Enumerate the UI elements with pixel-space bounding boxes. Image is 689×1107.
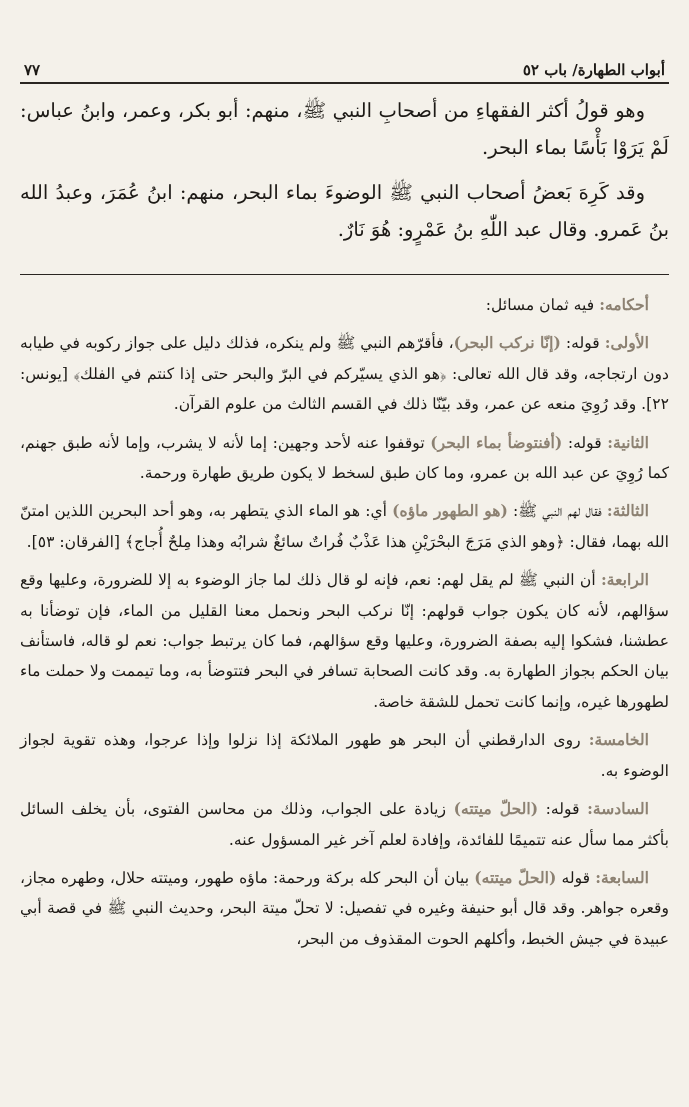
issue-1 xyxy=(20,328,669,419)
quoted-phrase: (الحلّ ميتته) xyxy=(453,799,539,819)
issue-text: توقفوا عنه لأحد وجهين: إما لأنه لا يشرب، وإما لأنه طبق جهنم، كما رُوِيَ عن عبد الله بن عمرو، وما كان طبق لسخط لا يكون طريق طهارة ورحمة. xyxy=(20,433,669,483)
issue-pre: قوله: xyxy=(545,800,580,819)
issue-text: أن النبي ﷺ لم يقل لهم: نعم، فإنه لو قال ذلك لما جاز الوضوء به إلا للضرورة، وعليها وقع سؤالهم، لأنه كان يكون جواب قولهم: إنّا نركب البحر ونحمل معنا القليل من الماء، فإن توضأنا به عطشنا، فشكوا إليه بصفة الضرورة، وعليها وقع سؤالهم، فما كان يرتبط جواب: نعم لو قاله، فاستأنف بيان الحكم بجواز الطهارة به. وقد كانت الصحابة تسافر في البحر فتتوضأ به، وما تيممت ولا حملت ماء لطهورها غيره، وإنما كانت تحمل للشقة خاصة. xyxy=(20,571,669,711)
hadith-text xyxy=(20,92,669,256)
issue-text: ، فأقرّهم النبي ﷺ ولم ينكره، فذلك دليل على جواز ركوبه في طيابه دون ارتجاجه، وقد قال الله تعالى: ﴿هو الذي يسيّركم في البرّ والبحر حتى إذا كنتم في الفلك﴾ [يونس: ٢٢]. وقد رُوِيَ منعه عن عمر، وقد بيّنّا ذلك في القسم الثالث من علوم القرآن. xyxy=(20,334,669,414)
quoted-phrase: (هو الطهور ماؤه) xyxy=(392,501,508,521)
hadith-paragraph-2: وقد كَرِهَ بَعضُ أصحاب النبي ﷺ الوضوءَ بماء البحر، منهم: ابنُ عُمَرَ، وعبدُ الله بنُ عَمرو. وقال عبد اللّٰهِ بنُ عَمْرٍو: هُوَ نَارٌ. xyxy=(20,181,669,241)
issue-label: الأولى: xyxy=(604,333,649,353)
page-number: ٧٧ xyxy=(24,61,41,79)
issue-label: الرابعة: xyxy=(601,570,649,590)
issue-label: السابعة: xyxy=(595,867,649,887)
issue-label: الخامسة: xyxy=(588,730,649,750)
issue-3 xyxy=(20,496,669,557)
issue-text: روى الدارقطني أن البحر هو طهور الملائكة إذا نزلوا وإذا عرجوا، وهذه تقوية لجواز الوضوء به. xyxy=(20,731,669,780)
running-header xyxy=(20,52,669,84)
chapter-title: أبواب الطهارة/ باب ٥٢ xyxy=(522,61,665,79)
hadith-paragraph-1: وهو قولُ أكثر الفقهاءِ من أصحابِ النبي ﷺ، منهم: أبو بكر، وعمر، وابنُ عباس: لَمْ يَرَوْا بَأْسًا بماء البحر. xyxy=(20,99,669,159)
quoted-phrase: (أفنتوضأ بماء البحر) xyxy=(430,432,563,452)
issue-5 xyxy=(20,725,669,786)
commentary-text xyxy=(20,290,669,962)
issue-6 xyxy=(20,794,669,855)
issue-pre: قوله: xyxy=(567,433,602,452)
issue-pre: قوله xyxy=(561,868,591,887)
issue-text: بيان أن البحر كله بركة ورحمة: ماؤه طهور، وميتته حلال، وطهره مجاز، وقعره جواهر. وقد قال أبو حنيفة وغيره في تفصيل: لا تحلّ ميتة البحر، وحديث النبي ﷺ في قصة أبي عبيدة في جيش الخبط، وأكلهم الحوت المقذوف من البحر، xyxy=(20,868,669,948)
issue-2 xyxy=(20,428,669,489)
issue-7 xyxy=(20,863,669,954)
commentary-intro xyxy=(20,290,669,320)
issue-text: زيادة على الجواب، وذلك من محاسن الفتوى، بأن يخلف السائل بأكثر مما سأل عنه تتميمًا للفائدة، وإفادة لعلم آخر غير المسؤول عنه. xyxy=(20,800,669,849)
issue-pre: فقال لهم النبي ﷺ: xyxy=(513,502,602,521)
issue-text: أي: هو الماء الذي يتطهر به، وهو أحد البحرين اللذين امتنّ الله بهما، فقال: ﴿وهو الذي مَرَجَ البحْرَيْنِ هذا عَذْبٌ فُراتٌ سائغٌ شرابُه وهذا مِلحٌ أُجاج﴾ [الفرقان: ٥٣]. xyxy=(20,502,669,551)
issue-4 xyxy=(20,565,669,717)
quoted-phrase: (الحلّ ميتته) xyxy=(474,867,557,887)
quoted-phrase: (إنّا نركب البحر) xyxy=(453,333,561,353)
section-label: أحكامه: xyxy=(599,295,649,314)
section-text: فيه ثمان مسائل: xyxy=(485,296,595,314)
separator-rule xyxy=(20,274,669,275)
issue-label: الثانية: xyxy=(607,432,649,452)
issue-label: الثالثة: xyxy=(606,501,649,521)
issue-label: السادسة: xyxy=(587,799,649,819)
issue-pre: قوله: xyxy=(565,334,600,353)
